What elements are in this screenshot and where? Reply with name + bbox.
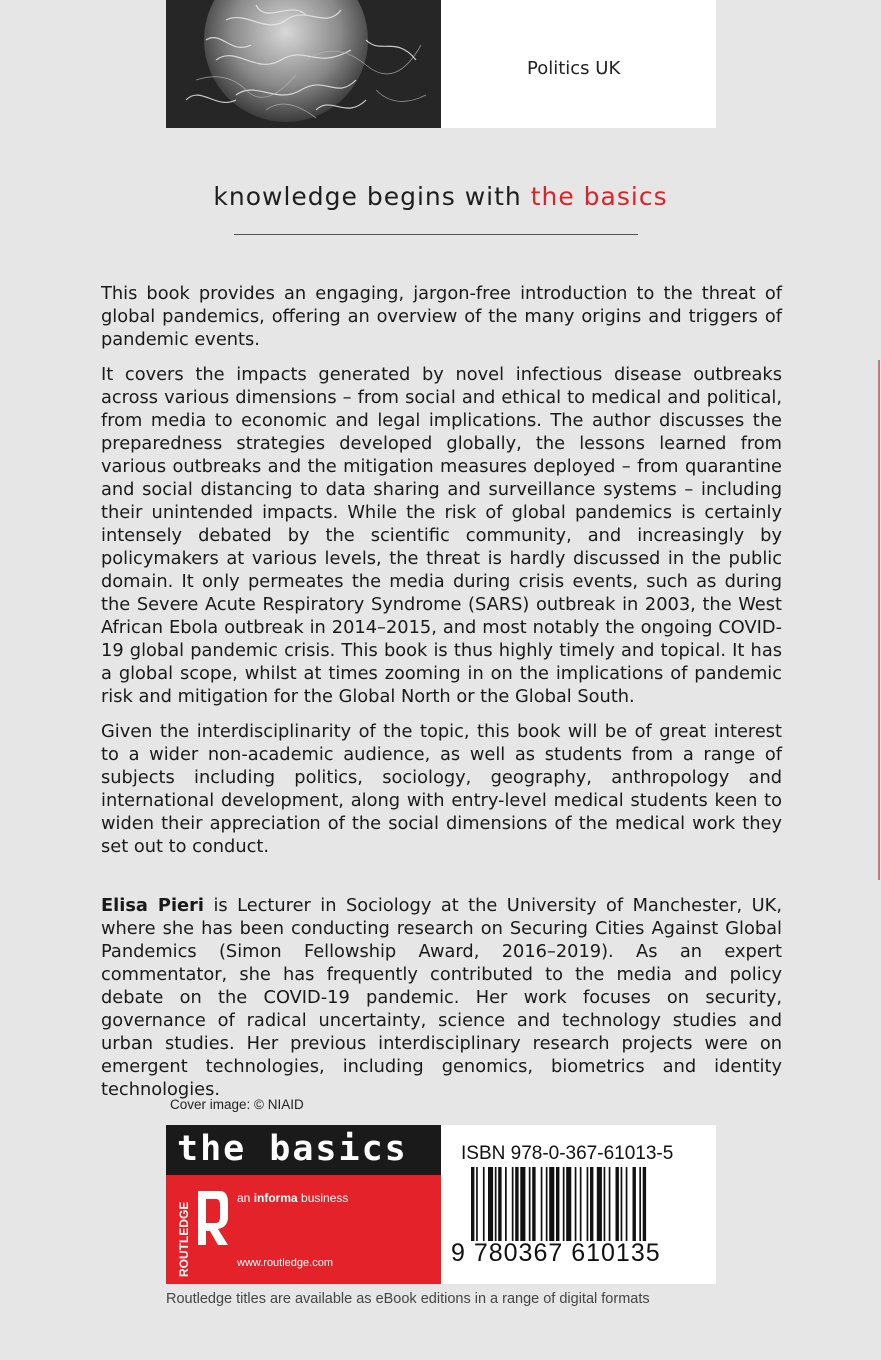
author-name: Elisa Pieri	[101, 895, 204, 916]
barcode-bar	[633, 1167, 636, 1241]
barcode-bar	[587, 1167, 589, 1241]
description-paragraph-1: This book provides an engaging, jargon-free introduction to the threat of global pandemics, offering an overview of the many origins and triggers of pandemic events.	[101, 283, 782, 350]
barcode-bar	[515, 1167, 518, 1241]
barcode-box	[441, 1125, 716, 1284]
barcode-bar	[471, 1167, 474, 1241]
description-paragraph-3: Given the interdisciplinarity of the topic, this book will be of great interest to a wider non-academic audience, as well as students from a range of subjects including politics, sociology, geography, anthropology and international development, along with entry-level medical students keen to widen their appreciation of the social dimensions of the medical work they set out to conduct.	[101, 721, 782, 857]
tagline-accent: the basics	[530, 182, 668, 211]
publisher-box	[166, 1125, 441, 1284]
series-banner	[166, 1125, 441, 1175]
author-bio	[101, 894, 782, 1101]
barcode-bar	[580, 1167, 582, 1241]
barcode-bar	[541, 1167, 543, 1241]
barcode-bar	[505, 1167, 507, 1241]
tagline	[0, 182, 881, 211]
top-band	[166, 0, 716, 128]
barcode-bar	[549, 1167, 554, 1241]
barcode-bar	[575, 1167, 577, 1241]
series-label: Politics UK	[527, 58, 621, 79]
barcode-bar	[529, 1167, 531, 1241]
isbn-label: ISBN 978-0-367-61013-5	[461, 1143, 674, 1164]
informa-prefix: an	[237, 1191, 254, 1205]
barcode-bar	[597, 1167, 602, 1241]
barcode-bar	[546, 1167, 548, 1241]
barcode-bar	[639, 1167, 641, 1241]
routledge-logo-icon	[174, 1183, 230, 1279]
barcode-bar	[626, 1167, 628, 1241]
book-description	[101, 282, 782, 870]
author-bio-text: is Lecturer in Sociology at the University of Manchester, UK, where she has been conducting research on Securing Cities Against Global Pandemics (Simon Fellowship Award, 2016–2019). As an expert commentator, she has frequently contributed to the media and policy debate on the COVID-19 pandemic. Her work focuses on security, governance of radical uncertainty, science and technology studies and urban studies. Her previous interdisciplinary research projects were on emergent technologies, including genomics, biometrics and identity technologies.	[101, 895, 782, 1100]
barcode-icon	[471, 1167, 686, 1241]
barcode-bar	[609, 1167, 611, 1241]
barcode-digits: 9 780367 610135	[451, 1239, 661, 1267]
barcode-bar	[563, 1167, 565, 1241]
barcode-bar	[483, 1167, 485, 1241]
informa-tagline	[237, 1191, 348, 1205]
barcode-bar	[488, 1167, 493, 1241]
barcode-bar	[532, 1167, 535, 1241]
series-panel	[441, 0, 716, 128]
routledge-wordmark: ROUTLEDGE	[177, 1201, 191, 1277]
informa-brand: informa	[253, 1191, 298, 1205]
informa-suffix: business	[297, 1191, 349, 1205]
barcode-bar	[616, 1167, 619, 1241]
barcode-bar	[556, 1167, 559, 1241]
barcode-bar	[520, 1167, 525, 1241]
barcode-bar	[495, 1167, 497, 1241]
routledge-panel	[166, 1175, 441, 1284]
publisher-website: www.routledge.com	[237, 1257, 333, 1269]
tagline-lead: knowledge begins with	[213, 182, 531, 211]
edge-line	[878, 360, 880, 880]
description-paragraph-2: It covers the impacts generated by novel infectious disease outbreaks across various dimensions – from social and ethical to medical and political, from media to economic and legal implications. The author discusses the preparedness strategies developed globally, the lessons learned from various outbreaks and the mitigation measures deployed – from quarantine and social distancing to data sharing and surveillance systems – including their unintended impacts. While the risk of global pandemics is certainly intensely debated by the scientific community, and increasingly by policymakers at various levels, the threat is hardly discussed in the public domain. It only permeates the media during crisis events, such as during the Severe Acute Respiratory Syndrome (SARS) outbreak in 2003, the West African Ebola outbreak in 2014–2015, and most notably the ongoing COVID-19 global pandemic crisis. This book is thus highly timely and topical. It has a global scope, whilst at times zooming in on the implications of pandemic risk and mitigation for the Global North or the Global South.	[101, 364, 782, 707]
barcode-bar	[643, 1167, 646, 1241]
barcode-bar	[566, 1167, 571, 1241]
tagline-divider	[234, 234, 638, 235]
barcode-bar	[476, 1167, 478, 1241]
ebook-note: Routledge titles are available as eBook editions in a range of digital formats	[166, 1291, 650, 1307]
virus-micrograph-image	[166, 0, 441, 128]
barcode-bar	[590, 1167, 593, 1241]
series-title: the basics	[177, 1129, 408, 1169]
barcode-bar	[512, 1167, 514, 1241]
barcode-bar	[604, 1167, 606, 1241]
cover-credit: Cover image: © NIAID	[170, 1097, 304, 1112]
barcode-bar	[498, 1167, 501, 1241]
barcode-bar	[621, 1167, 623, 1241]
